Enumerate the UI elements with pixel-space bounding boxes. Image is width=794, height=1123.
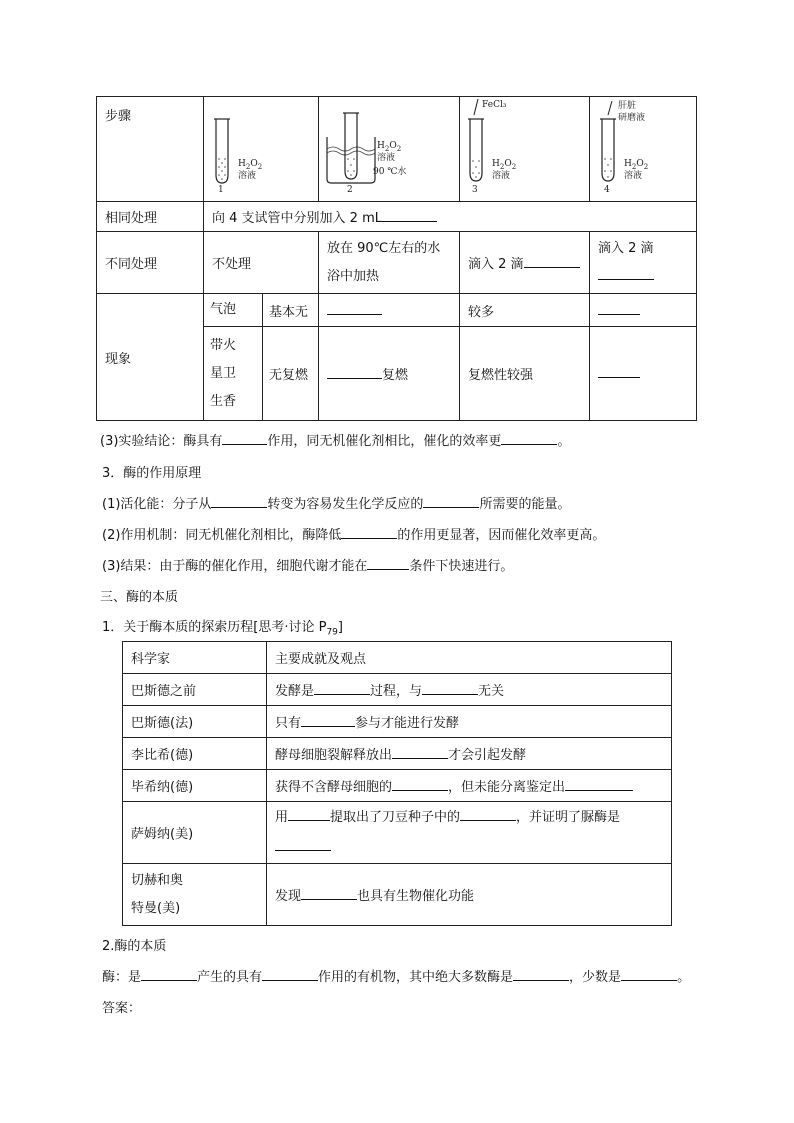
table-row: 巴斯德之前 发酵是 过程，与 无关: [123, 674, 672, 706]
answer-blank: [423, 495, 479, 508]
spark-tube-4: [590, 327, 697, 421]
same-treatment-text: 向 4 支试管中分别加入 2 mL: [204, 202, 697, 232]
section-heading-3: 3．酶的作用原理: [102, 466, 202, 481]
answer-blank: [524, 255, 580, 268]
answer-blank: [275, 838, 331, 851]
result-line: (3)结果：由于酶的催化作用，细胞代谢才能在 条件下快速进行。: [102, 559, 514, 574]
answer-blank: [222, 432, 267, 445]
answer-blank: [392, 746, 448, 759]
table-row: 巴斯德(法) 只有 参与才能进行发酵: [123, 706, 672, 738]
phenomenon-label: 现象: [97, 294, 204, 421]
tube-2-drawing: $H_2O_2$ 溶液 90 ℃水 2: [319, 97, 459, 201]
table-row: 李比希(德) 酵母细胞裂解释放出 才会引起发酵: [123, 738, 672, 770]
diff-treatment-label: 不同处理: [97, 232, 204, 294]
answer-blank: [460, 808, 516, 821]
phenomenon-subtable: 气泡 基本无: [204, 294, 319, 327]
answer-blank: [513, 968, 569, 981]
tube-4-drawing: 肝脏 研磨液 $H_2O_2$ 溶液 4: [604, 101, 649, 195]
header-achievement: 主要成就及观点: [267, 642, 672, 674]
answer-blank: [301, 714, 355, 727]
answer-blank: [314, 682, 370, 695]
answer-blank: [382, 209, 437, 222]
table-row: 毕希纳(德) 获得不含酵母细胞的 ，但未能分离鉴定出: [123, 770, 672, 802]
answer-blank: [598, 365, 640, 378]
tube-1-drawing: $H_2O_2$ 溶液 1: [204, 97, 318, 201]
history-heading: 1．关于酶本质的探索历程[思考·讨论 $P_{79}$]: [102, 620, 343, 638]
answer-label: 答案：: [102, 1001, 142, 1016]
header-scientist: 科学家: [123, 642, 267, 674]
answer-blank: [598, 267, 654, 280]
diff-tube-1: 不处理: [204, 232, 319, 294]
answer-blank: [392, 778, 448, 791]
answer-blank: [141, 968, 197, 981]
spark-tube-3: 复燃性较强: [460, 327, 590, 421]
section-heading-three: 三、酶的本质: [100, 590, 179, 605]
mechanism-line: (2)作用机制：同无机催化剂相比，酶降低 的作用更显著，因而催化效率更高。: [102, 528, 606, 543]
enzyme-history-table: [122, 641, 672, 926]
answer-blank: [501, 432, 557, 445]
answer-blank: [422, 682, 478, 695]
answer-blank: [327, 302, 382, 315]
answer-blank: [288, 808, 330, 821]
answer-blank: [301, 887, 357, 900]
steps-header-cell: 步骤: [97, 97, 204, 202]
activation-energy-line: (1)活化能：分子从 转变为容易发生化学反应的 所需要的能量。: [102, 497, 571, 512]
answer-blank: [598, 302, 640, 315]
answer-blank: [367, 557, 409, 570]
diff-tube-4: 滴入 2 滴: [590, 232, 697, 294]
answer-blank: [621, 968, 677, 981]
diff-tube-2: 放在 90℃左右的水 浴中加热: [319, 232, 460, 294]
tube-4-cell: [590, 97, 697, 202]
spark-subtable: 带火 星卫 生香 无复燃: [204, 327, 319, 421]
tube-3-cell: [460, 97, 590, 202]
conclusion-line: (3)实验结论：酶具有 作用，同无机催化剂相比，催化的效率更 。: [100, 434, 571, 449]
enzyme-definition-line: 酶：是 产生的具有 作用的有机物，其中绝大多数酶是 ，少数是 。: [102, 970, 691, 985]
tube-3-drawing: FeCl₃ $H_2O_2$ 溶液 3: [472, 100, 517, 195]
experiment-table: [96, 96, 697, 421]
same-treatment-label: 相同处理: [97, 202, 204, 232]
answer-blank: [565, 778, 633, 791]
tube-2-cell: [319, 97, 460, 202]
spark-tube-2: 复燃: [319, 327, 460, 421]
table-row: 萨姆纳(美) 用 提取出了刀豆种子中的 ，并证明了脲酶是: [123, 802, 672, 864]
bubble-tube-2: [319, 294, 460, 327]
diff-tube-3: 滴入 2 滴: [460, 232, 590, 294]
answer-blank: [327, 366, 382, 379]
tube-1-cell: [204, 97, 319, 202]
bubble-tube-4: [590, 294, 697, 327]
answer-blank: [211, 495, 267, 508]
table-row: 切赫和奥 特曼(美) 发现 也具有生物催化功能: [123, 864, 672, 926]
bubble-tube-3: 较多: [460, 294, 590, 327]
answer-blank: [262, 968, 318, 981]
enzyme-nature-heading: 2.酶的本质: [102, 939, 167, 954]
answer-blank: [341, 526, 397, 539]
